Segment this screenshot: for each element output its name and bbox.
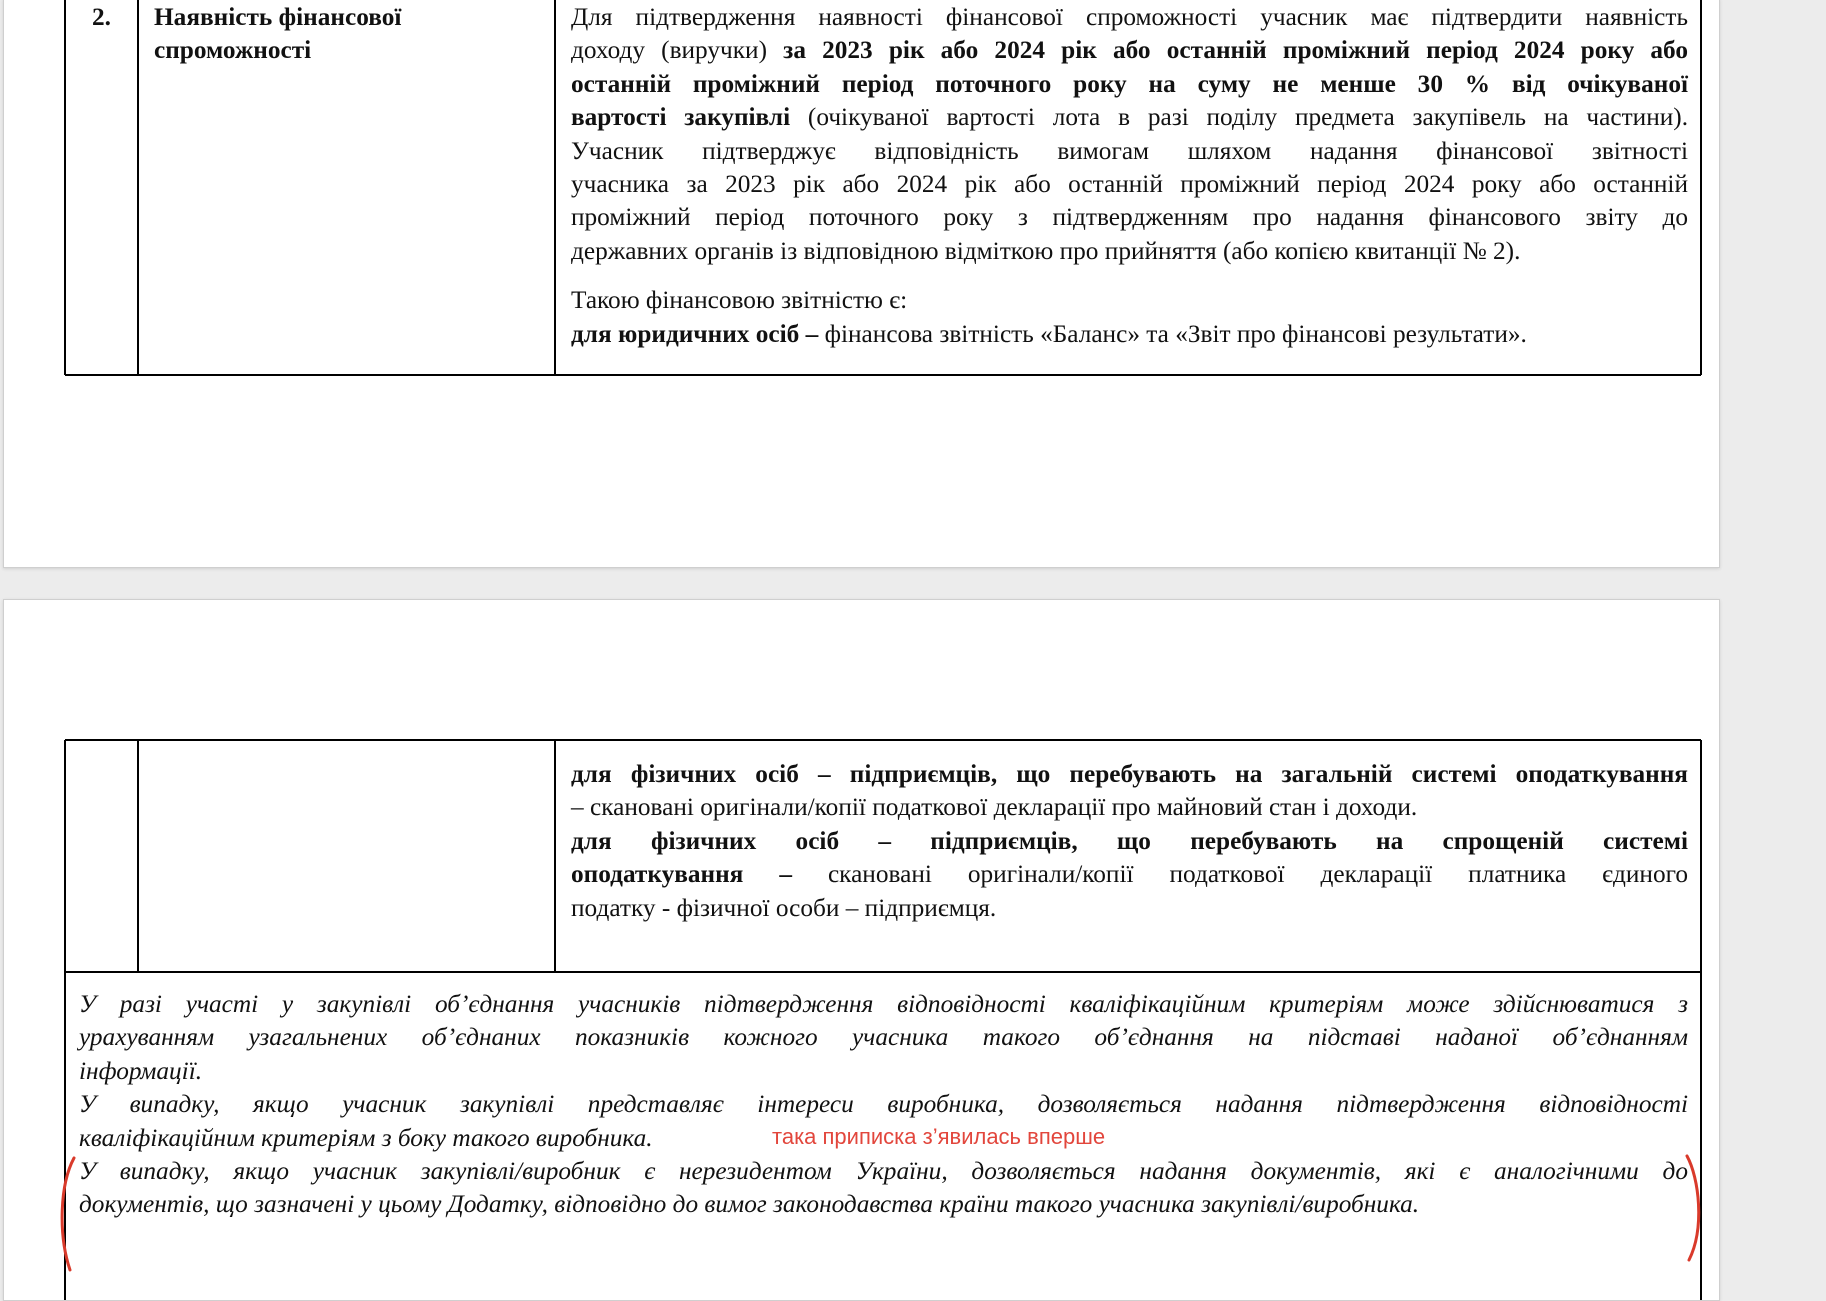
document-page-1: [3, 0, 1720, 568]
red-bracket-left-icon: [56, 1154, 86, 1274]
cont-line-4: [571, 858, 1688, 891]
req-line-5: Учасник підтверджує відповідність вимогам шляхом надання фінансової звітності: [571, 136, 1688, 165]
cont-line-4-text: скановані оригінали/копії податкової декларації платника єдиного: [791, 860, 1688, 889]
note-2-line-1: У випадку, якщо учасник закупівлі представляє інтереси виробника, дозволяється надання підтвердження відповідності: [79, 1090, 1688, 1119]
req-line-9: Такою фінансовою звітністю є:: [571, 286, 908, 315]
req-line-4-bold: вартості закупівлі: [571, 103, 791, 132]
note-1-line-1: У разі участі у закупівлі об’єднання учасників підтвердження відповідності кваліфікаційним критеріям може здійснюватися з: [79, 990, 1688, 1018]
criterion-title: [154, 1, 544, 68]
red-annotation-note: така приписка з’явилась вперше: [772, 1124, 1106, 1149]
req-line-3: [571, 68, 1688, 101]
req-line-3-bold: останній проміжний період поточного року на суму не менше 30 % від очікуваної: [571, 69, 1688, 98]
row-number-text: 2.: [92, 3, 111, 31]
note-3-line-2: документів, що зазначені у цьому Додатку, відповідно до вимог законодавства країни такого учасника закупівлі/виробника.: [79, 1190, 1420, 1219]
note-3-line-1: У випадку, якщо учасник закупівлі/виробник є нерезидентом України, дозволяється надання документів, які є аналогічними до: [79, 1157, 1688, 1186]
continuation-cell: [571, 758, 1688, 925]
req-line-10-text: фінансова звітність «Баланс» та «Звіт про фінансові результати».: [818, 319, 1527, 348]
note-2-line-2: кваліфікаційним критеріям з боку такого виробника.: [79, 1123, 653, 1152]
note-1-line-2: урахуванням узагальнених об’єднаних показників кожного учасника такого об’єднання на підставі наданої об’єднанням: [79, 1023, 1688, 1052]
cont-line-4-bold: оподаткування –: [571, 860, 792, 889]
criterion-line-1: Наявність фінансової: [154, 3, 402, 31]
document-page-2: [3, 599, 1720, 1301]
req-line-4-text: (очікуваної вартості лота в разі поділу предмета закупівель на частини).: [790, 103, 1689, 132]
note-1-line-3: інформації.: [79, 1056, 203, 1085]
req-line-10: [571, 318, 1688, 351]
req-line-8: державних органів із відповідною відміткою про прийняття (або копією квитанції № 2).: [571, 236, 1521, 265]
cont-line-1-bold: для фізичних осіб – підприємців, що перебувають на загальній системі оподаткування: [571, 760, 1688, 788]
notes-cell: [79, 988, 1688, 1222]
req-line-7: проміжний період поточного року з підтвердженням про надання фінансового звіту до: [571, 203, 1688, 232]
requirements-cell: [571, 1, 1688, 351]
req-line-2-bold: за 2023 рік або 2024 рік або останній проміжний період 2024 року або: [783, 36, 1688, 65]
cont-line-1: [571, 758, 1688, 791]
req-line-10-bold: для юридичних осіб –: [571, 319, 819, 348]
cont-line-3: [571, 825, 1688, 858]
req-line-6: учасника за 2023 рік або 2024 рік або останній проміжний період 2024 року або останній: [571, 170, 1688, 199]
req-line-2-text: доходу (виручки): [571, 36, 784, 65]
req-line-1: Для підтвердження наявності фінансової спроможності учасник має підтвердити наявність: [571, 3, 1688, 31]
cont-line-3-bold: для фізичних осіб – підприємців, що перебувають на спрощеній системі: [571, 826, 1688, 855]
criterion-line-2: спроможності: [154, 36, 312, 65]
row-number: [65, 1, 138, 34]
red-bracket-right-icon: [1681, 1152, 1711, 1272]
req-line-4: [571, 101, 1688, 134]
cont-line-5: податку - фізичної особи – підприємця.: [571, 893, 997, 922]
req-line-2: [571, 34, 1688, 67]
cont-line-2: – скановані оригінали/копії податкової декларації про майновий стан і доходи.: [571, 793, 1418, 822]
